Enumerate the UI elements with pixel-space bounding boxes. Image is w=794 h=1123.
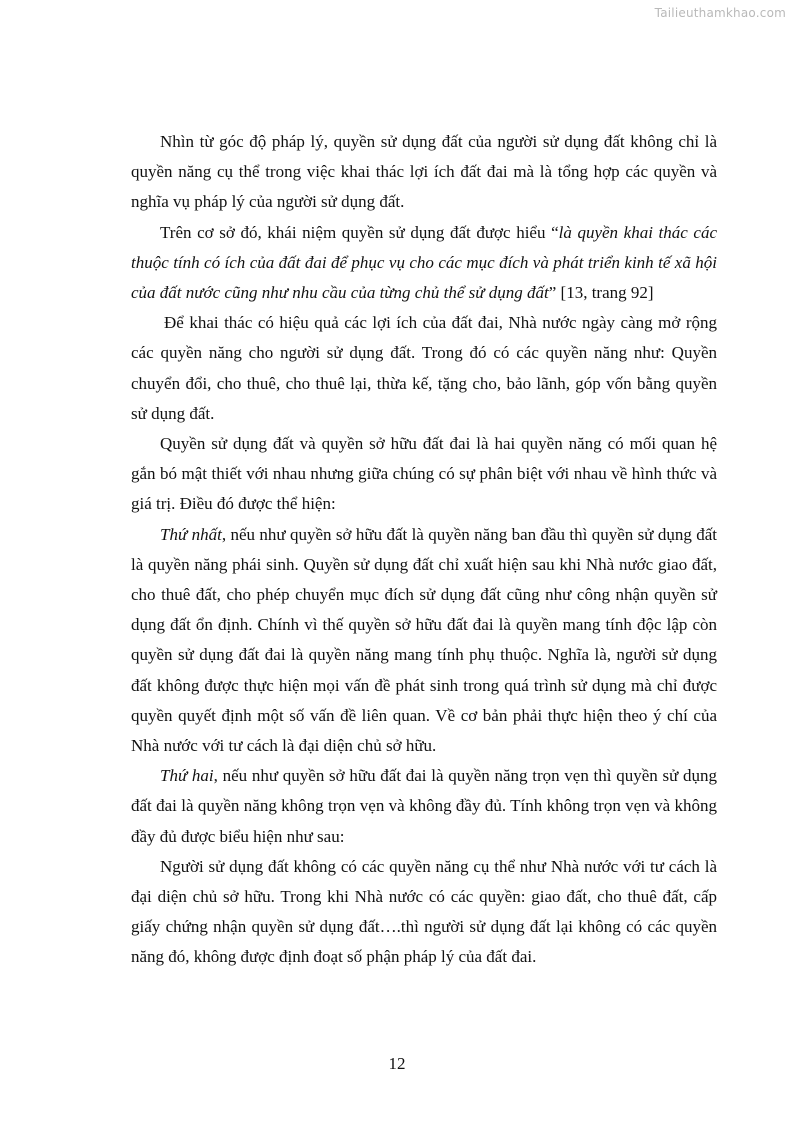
paragraph-1-text: Nhìn từ góc độ pháp lý, quyền sử dụng đất của người sử dụng đất không chỉ là quyền năng cụ thể trong việc khai thác lợi ích đất đai mà là tổng hợp các quyền và nghĩa vụ pháp lý của người sử dụng đất. bbox=[131, 132, 717, 212]
first-point-label: Thứ nhất bbox=[160, 524, 222, 544]
document-body bbox=[131, 127, 717, 973]
paragraph-6-text: , nếu như quyền sở hữu đất đai là quyền năng trọn vẹn thì quyền sử dụng đất đai là quyền năng không trọn vẹn và không đầy đủ. Tính không trọn vẹn và không đầy đủ được biểu hiện như sau: bbox=[131, 766, 718, 846]
paragraph-3 bbox=[131, 308, 717, 429]
definition-quote: là quyền khai thác các thuộc tính có ích của đất đai để phục vụ cho các mục đích và phát triển kinh tế xã hội của đất nước cũng như nhu cầu của từng chủ thể sử dụng đất bbox=[131, 222, 717, 303]
paragraph-2 bbox=[131, 218, 717, 309]
second-point-label: Thứ hai bbox=[160, 766, 214, 786]
paragraph-5 bbox=[131, 520, 717, 762]
paragraph-5-text: , nếu như quyền sở hữu đất là quyền năng ban đầu thì quyền sử dụng đất là quyền năng phái sinh. Quyền sử dụng đất chỉ xuất hiện sau khi Nhà nước giao đất, cho thuê đất, cho phép chuyển mục đích sử dụng đất cũng như công nhận quyền sử dụng đất ổn định. Chính vì thế quyền sở hữu đất đai là quyền mang tính độc lập còn quyền sử dụng đất đai là quyền năng mang tính phụ thuộc. Nghĩa là, người sử dụng đất không được thực hiện mọi vấn đề phát sinh trong quá trình sử dụng mà chỉ được quyền quyết định một số vấn đề liên quan. Về cơ bản phải thực hiện theo ý chí của Nhà nước với tư cách là đại diện chủ sở hữu. bbox=[131, 524, 717, 756]
paragraph-7-text: Người sử dụng đất không có các quyền năng cụ thể như Nhà nước với tư cách là đại diện chủ sở hữu. Trong khi Nhà nước có các quyền: giao đất, cho thuê đất, cấp giấy chứng nhận quyền sử dụng đất….thì người sử dụng đất lại không có các quyền năng đó, không được định đoạt số phận pháp lý của đất đai. bbox=[131, 856, 717, 967]
citation: ” [13, trang 92] bbox=[548, 283, 654, 303]
paragraph-3-text: Để khai thác có hiệu quả các lợi ích của đất đai, Nhà nước ngày càng mở rộng các quyền năng cho người sử dụng đất. Trong đó có các quyền năng như: Quyền chuyển đổi, cho thuê, cho thuê lại, thừa kế, tặng cho, bảo lãnh, góp vốn bằng quyền sử dụng đất. bbox=[131, 313, 717, 423]
paragraph-6 bbox=[131, 761, 717, 852]
paragraph-4-text: Quyền sử dụng đất và quyền sở hữu đất đai là hai quyền năng có mối quan hệ gắn bó mật thiết với nhau nhưng giữa chúng có sự phân biệt với nhau về hình thức và giá trị. Điều đó được thể hiện: bbox=[131, 434, 717, 514]
watermark: Tailieuthamkhao.com bbox=[654, 6, 786, 20]
paragraph-4 bbox=[131, 429, 717, 520]
paragraph-7 bbox=[131, 852, 717, 973]
paragraph-1 bbox=[131, 127, 717, 218]
paragraph-2-lead: Trên cơ sở đó, khái niệm quyền sử dụng đất được hiểu “ bbox=[160, 222, 559, 242]
page-number: 12 bbox=[388, 1054, 406, 1073]
